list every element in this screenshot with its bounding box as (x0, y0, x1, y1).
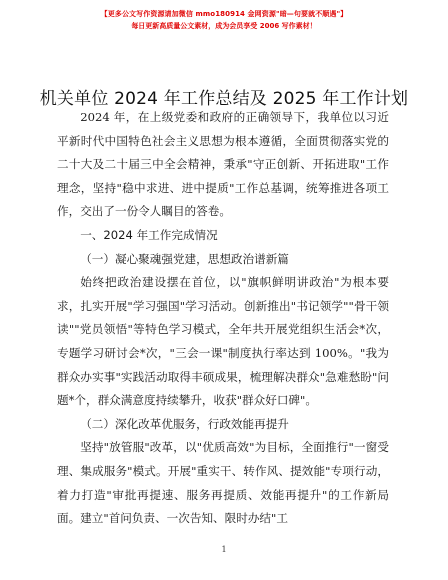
section-heading: 一、2024 年工作完成情况 (80, 227, 218, 242)
promo-banner-line-1: 【更多公文写作资源请加微信 mmo180914 金网资源"暗—句要就不顺遇"】 (100, 10, 348, 18)
reform-service-paragraph: 坚持"放管服"改革，以"优质高效"为目标，全面推行"一窗受理、集成服务"模式。开展"重实干、转作风、提效能"专项行动，着力打造"审批再提速、服务再提质、效能再提升"的工作新局面。建立"首问负责、一次告知、限时办结"工 (57, 440, 389, 526)
party-building-paragraph: 始终把政治建设摆在首位，以"旗帜鲜明讲政治"为根本要求，扎实开展"学习强国"学习活动。创新推出"书记领学""骨干领读""党员领悟"等特色学习模式，全年共开展党组织生活会*次，专题学习研讨会*次，"三会一课"制度执行率达到 100%。"我为群众办实事"实践活动取得丰硕成果，梳理解决群众"急难愁盼"问题*个，群众满意度持续攀升，收获"群众好口碑"。 (57, 275, 389, 408)
intro-paragraph: 2024 年，在上级党委和政府的正确领导下，我单位以习近平新时代中国特色社会主义思想为根本遵循，全面贯彻落实党的二十大及二十届三中全会精神，秉承"守正创新、开拓进取"工作理念，坚持"稳中求进、进中提质"工作总基调，统筹推进各项工作，交出了一份令人瞩目的答卷。 (57, 110, 389, 219)
document-title: 机关单位 2024 年工作总结及 2025 年工作计划 (39, 89, 409, 109)
subsection-heading-2: （二）深化改革优服务，行政效能再提升 (80, 416, 289, 431)
promo-banner-line-2: 每日更新高质量公文素材，成为会员享受 2006 写作素材！ (131, 22, 317, 30)
page-number: 1 (221, 545, 227, 554)
document-body (57, 106, 389, 531)
subsection-heading-1: （一）凝心聚魂强党建，思想政治谱新篇 (80, 251, 289, 266)
